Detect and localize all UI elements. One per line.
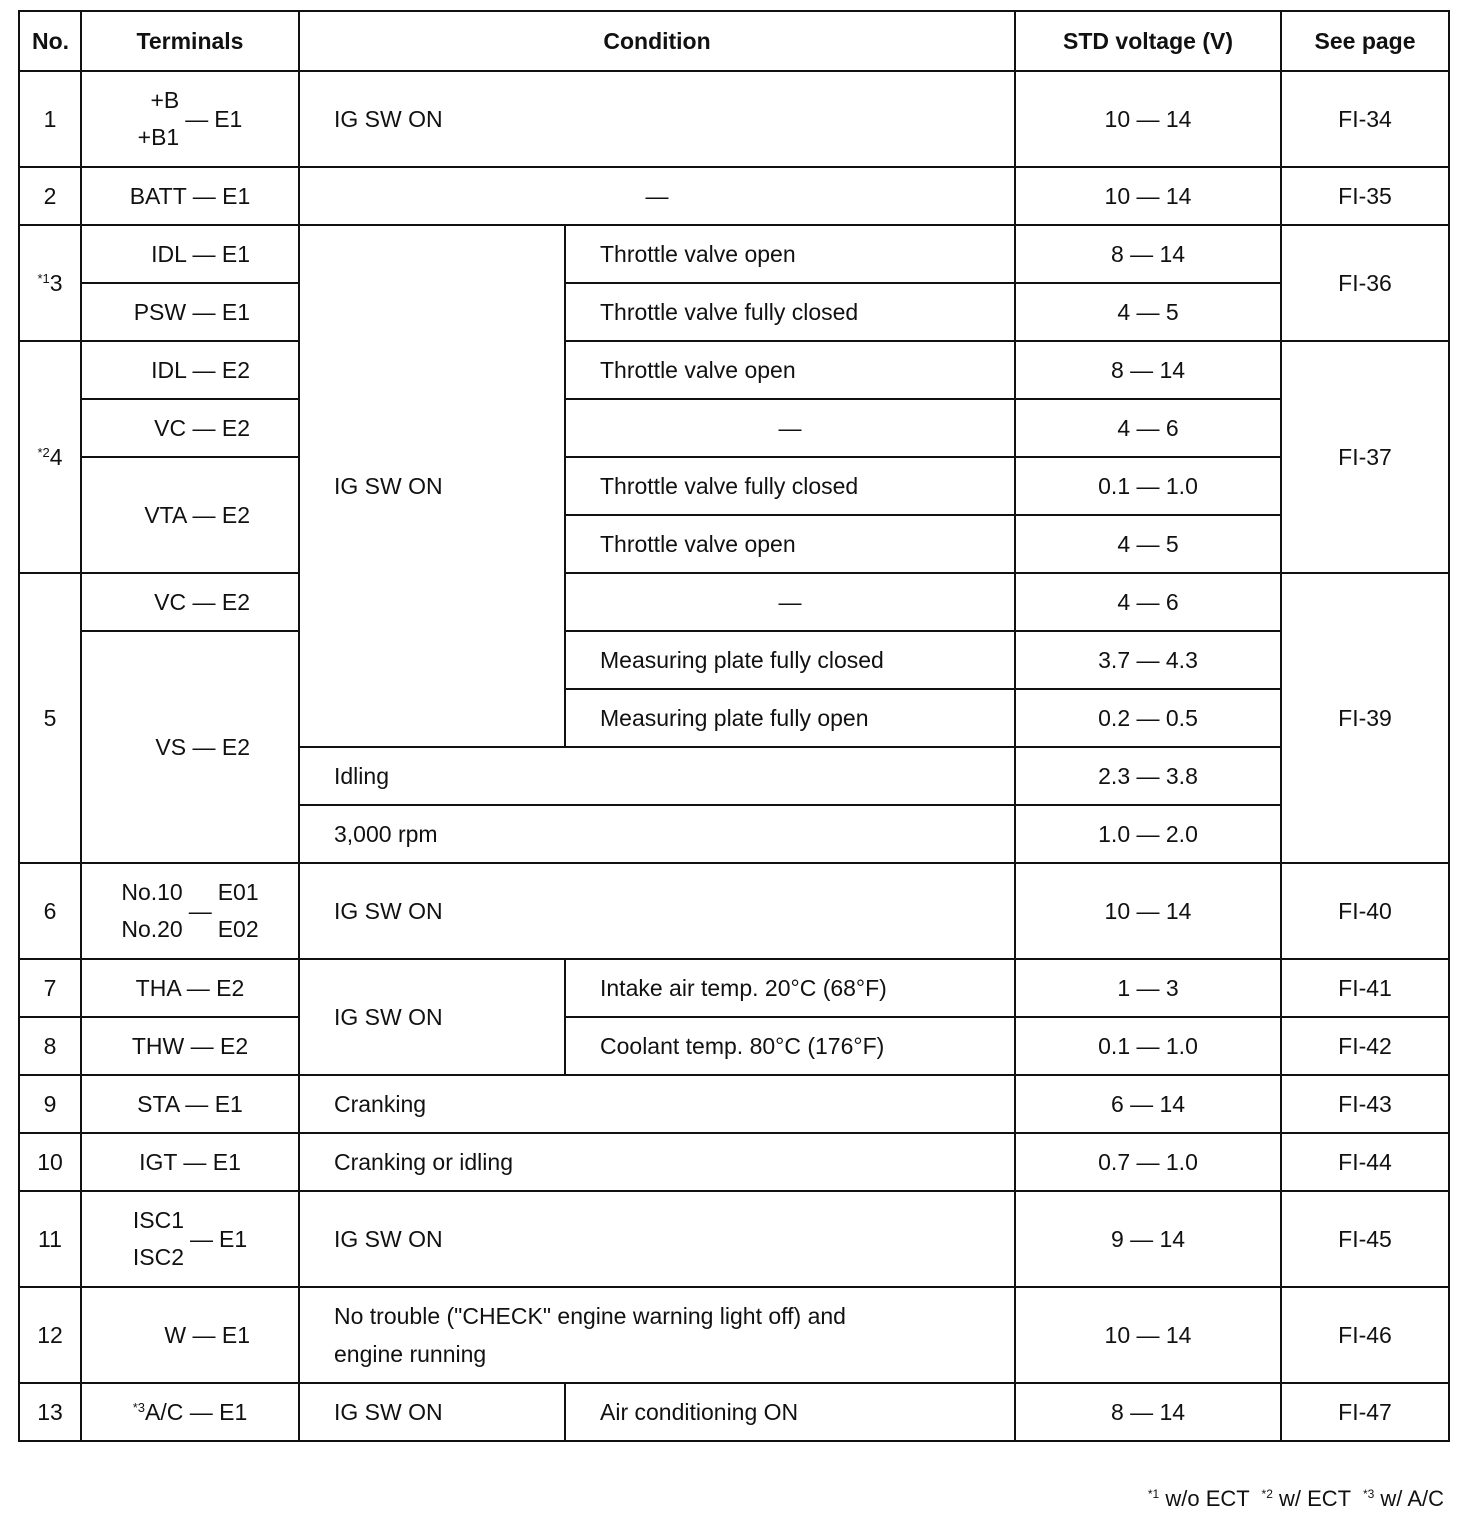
table-row	[19, 1017, 1449, 1075]
terminal-cell: No.10 No.20 — E01 E02	[81, 863, 299, 959]
terminal-cell: +B +B1 — E1	[81, 71, 299, 167]
terminal-right-top: E01	[217, 879, 259, 905]
header-no: No.	[19, 11, 81, 71]
header-terminals: Terminals	[81, 11, 299, 71]
page-cell: FI-45	[1281, 1191, 1449, 1287]
condition-cell: Cranking	[299, 1075, 1015, 1133]
terminal-cell: VTA — E2	[81, 457, 299, 573]
voltage-cell: 1 — 3	[1015, 959, 1281, 1017]
terminal-cell: $^{*3}$A/C — E1	[81, 1383, 299, 1441]
voltage-cell: 10 — 14	[1015, 863, 1281, 959]
terminal-cell: IDL — E2	[81, 341, 299, 399]
voltage-cell: 3.7 — 4.3	[1015, 631, 1281, 689]
page-cell: FI-44	[1281, 1133, 1449, 1191]
page-cell: FI-35	[1281, 167, 1449, 225]
condition-main-cell: IG SW ON	[299, 1383, 565, 1441]
condition-cell: 3,000 rpm	[299, 805, 1015, 863]
table-row	[19, 71, 1449, 167]
page-cell: FI-36	[1281, 225, 1449, 341]
voltage-cell: 0.1 — 1.0	[1015, 1017, 1281, 1075]
voltage-cell: 6 — 14	[1015, 1075, 1281, 1133]
condition-main-cell: IG SW ON	[299, 959, 565, 1075]
table-row	[19, 1075, 1449, 1133]
page-cell: FI-42	[1281, 1017, 1449, 1075]
condition-cell: Cranking or idling	[299, 1133, 1015, 1191]
table-row	[19, 341, 1449, 399]
header-see-page: See page	[1281, 11, 1449, 71]
voltage-cell: 10 — 14	[1015, 1287, 1281, 1383]
voltage-cell: 4 — 6	[1015, 573, 1281, 631]
terminal-cell: THA — E2	[81, 959, 299, 1017]
condition-cell	[299, 1287, 1015, 1383]
condition-cell: Throttle valve open	[565, 341, 1015, 399]
footnote-text-1: w/o ECT	[1165, 1486, 1250, 1511]
voltage-cell: 8 — 14	[1015, 341, 1281, 399]
condition-cell: Throttle valve fully closed	[565, 283, 1015, 341]
voltage-cell: 10 — 14	[1015, 167, 1281, 225]
terminal-cell: THW — E2	[81, 1017, 299, 1075]
table-row	[19, 399, 1449, 457]
row-number: 6	[19, 863, 81, 959]
row-number: 2	[19, 167, 81, 225]
footnote-mark: *2	[37, 444, 50, 460]
footnote-text-3: w/ A/C	[1380, 1486, 1444, 1511]
table-row	[19, 959, 1449, 1017]
table-row	[19, 863, 1449, 959]
voltage-cell: 4 — 5	[1015, 283, 1281, 341]
table-row	[19, 631, 1449, 689]
table-row	[19, 1191, 1449, 1287]
row-number: $^{*2}$4	[19, 341, 81, 573]
footnote-mark: *1	[37, 270, 50, 286]
voltage-cell: 0.2 — 0.5	[1015, 689, 1281, 747]
row-number: 12	[19, 1287, 81, 1383]
table-row	[19, 1133, 1449, 1191]
table-row	[19, 225, 1449, 283]
footnote-mark-3: *3	[1362, 1487, 1375, 1501]
page-cell: FI-41	[1281, 959, 1449, 1017]
terminal-voltage-table	[18, 10, 1450, 1442]
voltage-cell: 1.0 — 2.0	[1015, 805, 1281, 863]
terminal-cell: ISC1 ISC2 — E1	[81, 1191, 299, 1287]
condition-cell: Measuring plate fully open	[565, 689, 1015, 747]
table-row	[19, 167, 1449, 225]
condition-line-1: No trouble ("CHECK" engine warning light off) and	[334, 1303, 846, 1329]
page-cell: FI-46	[1281, 1287, 1449, 1383]
voltage-cell: 8 — 14	[1015, 225, 1281, 283]
row-number: 7	[19, 959, 81, 1017]
terminal-right-bottom: E02	[217, 916, 259, 942]
condition-cell: —	[299, 167, 1015, 225]
footnote	[1148, 1486, 1444, 1512]
condition-line-2: engine running	[334, 1341, 487, 1367]
terminal-cell: IGT — E1	[81, 1133, 299, 1191]
page-cell: FI-47	[1281, 1383, 1449, 1441]
condition-cell: —	[565, 573, 1015, 631]
terminal-right: E1	[214, 105, 243, 132]
voltage-cell: 9 — 14	[1015, 1191, 1281, 1287]
voltage-cell: 4 — 5	[1015, 515, 1281, 573]
table-row	[19, 283, 1449, 341]
table-row	[19, 457, 1449, 515]
footnote-mark-2: *2	[1261, 1487, 1273, 1501]
condition-cell: —	[565, 399, 1015, 457]
terminal-cell: VC — E2	[81, 573, 299, 631]
condition-cell: IG SW ON	[299, 863, 1015, 959]
page-cell: FI-43	[1281, 1075, 1449, 1133]
page-cell: FI-34	[1281, 71, 1449, 167]
header-voltage: STD voltage (V)	[1015, 11, 1281, 71]
condition-cell: Throttle valve open	[565, 225, 1015, 283]
condition-cell: Measuring plate fully closed	[565, 631, 1015, 689]
header-row	[19, 11, 1449, 71]
terminal-bottom: ISC2	[132, 1244, 184, 1270]
voltage-cell: 0.7 — 1.0	[1015, 1133, 1281, 1191]
page-cell: FI-40	[1281, 863, 1449, 959]
condition-cell: Intake air temp. 20°C (68°F)	[565, 959, 1015, 1017]
row-number: 9	[19, 1075, 81, 1133]
condition-cell: Idling	[299, 747, 1015, 805]
footnote-text-2: w/ ECT	[1279, 1486, 1351, 1511]
condition-cell: IG SW ON	[299, 1191, 1015, 1287]
table-row	[19, 1287, 1449, 1383]
table-row	[19, 573, 1449, 631]
condition-cell: Throttle valve fully closed	[565, 457, 1015, 515]
terminal-bottom: +B1	[137, 124, 180, 150]
row-number: 13	[19, 1383, 81, 1441]
terminal-cell: VC — E2	[81, 399, 299, 457]
terminal-cell: BATT — E1	[81, 167, 299, 225]
condition-main-cell: IG SW ON	[299, 225, 565, 747]
terminal-right: E1	[219, 1225, 248, 1252]
row-number: 8	[19, 1017, 81, 1075]
terminal-cell: STA — E1	[81, 1075, 299, 1133]
footnote-mark-1: *1	[1147, 1487, 1160, 1501]
terminal-top: No.10	[121, 879, 183, 905]
terminal-cell: PSW — E1	[81, 283, 299, 341]
terminal-top: +B	[150, 87, 180, 113]
row-number: 5	[19, 573, 81, 863]
voltage-cell: 10 — 14	[1015, 71, 1281, 167]
row-number: 11	[19, 1191, 81, 1287]
terminal-cell: VS — E2	[81, 631, 299, 863]
header-condition: Condition	[299, 11, 1015, 71]
terminal-cell: W — E1	[81, 1287, 299, 1383]
terminal-bottom: No.20	[121, 916, 183, 942]
condition-cell: Air conditioning ON	[565, 1383, 1015, 1441]
footnote-mark: *3	[132, 1399, 146, 1415]
page-cell: FI-37	[1281, 341, 1449, 573]
row-number: 1	[19, 71, 81, 167]
page-cell: FI-39	[1281, 573, 1449, 863]
voltage-cell: 8 — 14	[1015, 1383, 1281, 1441]
row-number: 10	[19, 1133, 81, 1191]
voltage-cell: 4 — 6	[1015, 399, 1281, 457]
voltage-cell: 0.1 — 1.0	[1015, 457, 1281, 515]
terminal-top: ISC1	[132, 1207, 184, 1233]
row-number: $^{*1}$3	[19, 225, 81, 341]
voltage-cell: 2.3 — 3.8	[1015, 747, 1281, 805]
terminal-cell: IDL — E1	[81, 225, 299, 283]
table-row	[19, 1383, 1449, 1441]
condition-cell: Coolant temp. 80°C (176°F)	[565, 1017, 1015, 1075]
condition-cell: IG SW ON	[299, 71, 1015, 167]
condition-cell: Throttle valve open	[565, 515, 1015, 573]
